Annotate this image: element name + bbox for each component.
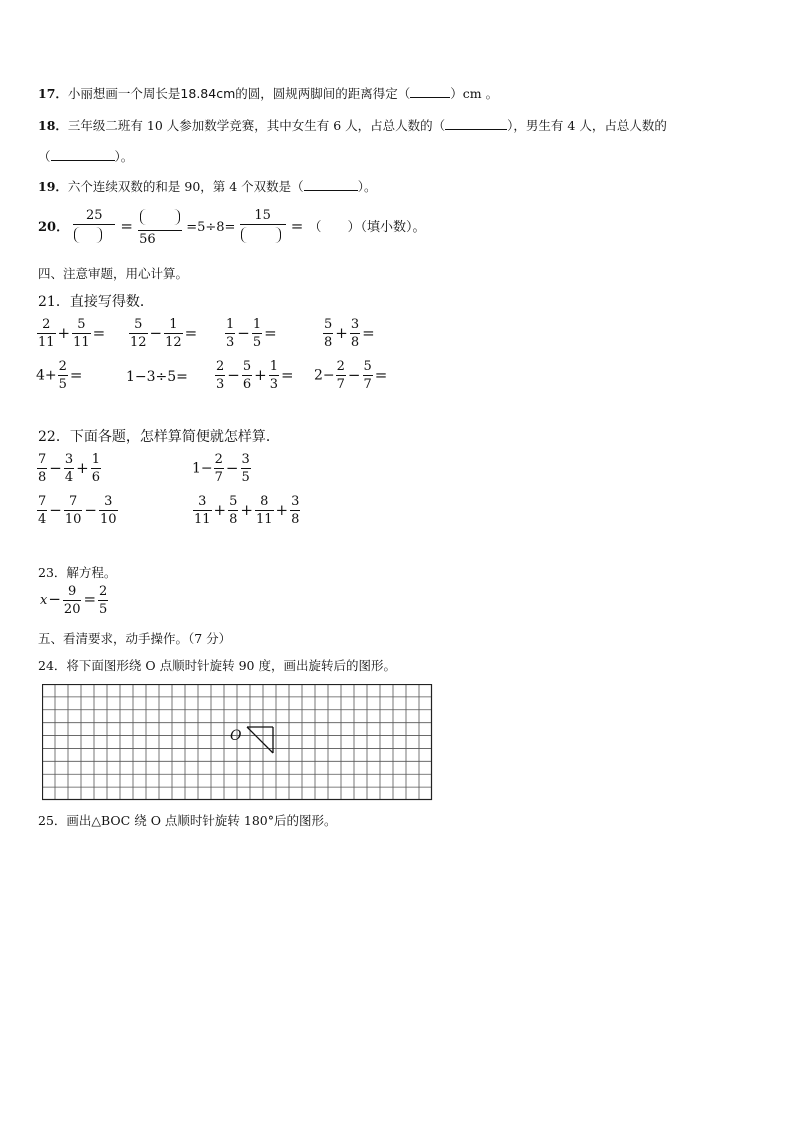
expr-21-5: 4+ $\frac{2}{5}$ = [36, 359, 83, 392]
expr-21-2: $\frac{5}{12}$ − $\frac{1}{12}$ = [130, 317, 198, 350]
decimal-answer-hint[interactable]: （ ）（填小数）。 [308, 220, 426, 235]
question-text: 六个连续双数的和是 90，第 4 个双数是（ [67, 179, 304, 194]
answer-blank[interactable] [445, 118, 507, 130]
question-text: ）。 [357, 179, 377, 194]
fraction: 25 [74, 209, 114, 246]
circumference-value: 18.84cm [180, 86, 236, 101]
expr-21-4: $\frac{5}{8}$ + $\frac{3}{8}$ = [324, 317, 375, 350]
expr-22-1: $\frac{7}{8}$ − $\frac{3}{4}$ + $\frac{1}{6}$ [38, 452, 100, 485]
question-text: 的圆，圆规两脚间的距离得定（ [235, 86, 411, 101]
question-22-title: 22．下面各题，怎样算简便就怎样算． [38, 429, 280, 445]
rotation-figure [247, 727, 273, 753]
question-text: 三年级二班有 10 人参加数学竞赛，其中女生有 6 人，占总人数的（ [67, 118, 446, 133]
question-text: （ [38, 149, 51, 164]
question-23-title: 23．解方程。 [38, 565, 117, 580]
question-19 [38, 177, 376, 195]
answer-blank[interactable] [304, 179, 358, 191]
fraction: 56 [139, 209, 181, 246]
answer-blank[interactable] [140, 209, 180, 225]
fraction: 15 [241, 209, 285, 246]
question-18 [38, 116, 667, 134]
question-text: ）。 [114, 149, 134, 164]
question-text: ）cm 。 [450, 86, 499, 101]
question-number: 19． [38, 179, 68, 194]
question-number: 20． [38, 220, 70, 235]
expr-21-3: $\frac{1}{3}$ − $\frac{1}{5}$ = [226, 317, 277, 350]
question-number: 18． [38, 118, 68, 133]
grid-canvas[interactable] [42, 684, 434, 802]
expr-22-3: $\frac{7}{4}$ − $\frac{7}{10}$ − $\frac{3}{10}$ [38, 494, 117, 527]
question-number: 17． [38, 86, 68, 101]
answer-blank[interactable] [410, 86, 450, 98]
question-20: 20． 25 = 56 =5÷8= 15 = （ ）（填小数）。 [38, 208, 426, 247]
section-4-title: 四、注意审题，用心计算。 [38, 266, 189, 281]
question-21-title: 21．直接写得数． [38, 294, 154, 310]
question-17 [38, 84, 498, 102]
expr-21-7: $\frac{2}{3}$ − $\frac{5}{6}$ + $\frac{1}{3}$ = [216, 359, 294, 392]
section-5-title: 五、看清要求，动手操作。（7 分） [38, 631, 232, 646]
question-text: 小丽想画一个周长是 [67, 86, 181, 101]
expr-21-8: 2− $\frac{2}{7}$ − $\frac{5}{7}$ = [314, 359, 388, 392]
expr-22-4: $\frac{3}{11}$ + $\frac{5}{8}$ + $\frac{8}{11}$ + $\frac{3}{8}$ [194, 494, 300, 527]
expr-21-1: $\frac{2}{11}$ + $\frac{5}{11}$ = [38, 317, 106, 350]
equation-23: x− $\frac{9}{20}$ = $\frac{2}{5}$ [40, 584, 108, 617]
answer-blank[interactable] [74, 227, 102, 243]
expr-21-6: 1−3÷5= [126, 369, 188, 385]
question-25-text: 25．画出△BOC 绕 O 点顺时针旋转 180°后的图形。 [38, 813, 337, 828]
question-text: ），男生有 4 人，占总人数的 [507, 118, 667, 133]
expr-22-2: 1− $\frac{2}{7}$ − $\frac{3}{5}$ [192, 452, 250, 485]
equation-middle: =5÷8= [186, 220, 236, 235]
question-18-line2 [38, 147, 133, 165]
point-o-label: O [230, 728, 242, 744]
answer-blank[interactable] [51, 149, 115, 161]
answer-blank[interactable] [241, 227, 281, 243]
question-24-text: 24．将下面图形绕 O 点顺时针旋转 90 度，画出旋转后的图形。 [38, 658, 396, 673]
